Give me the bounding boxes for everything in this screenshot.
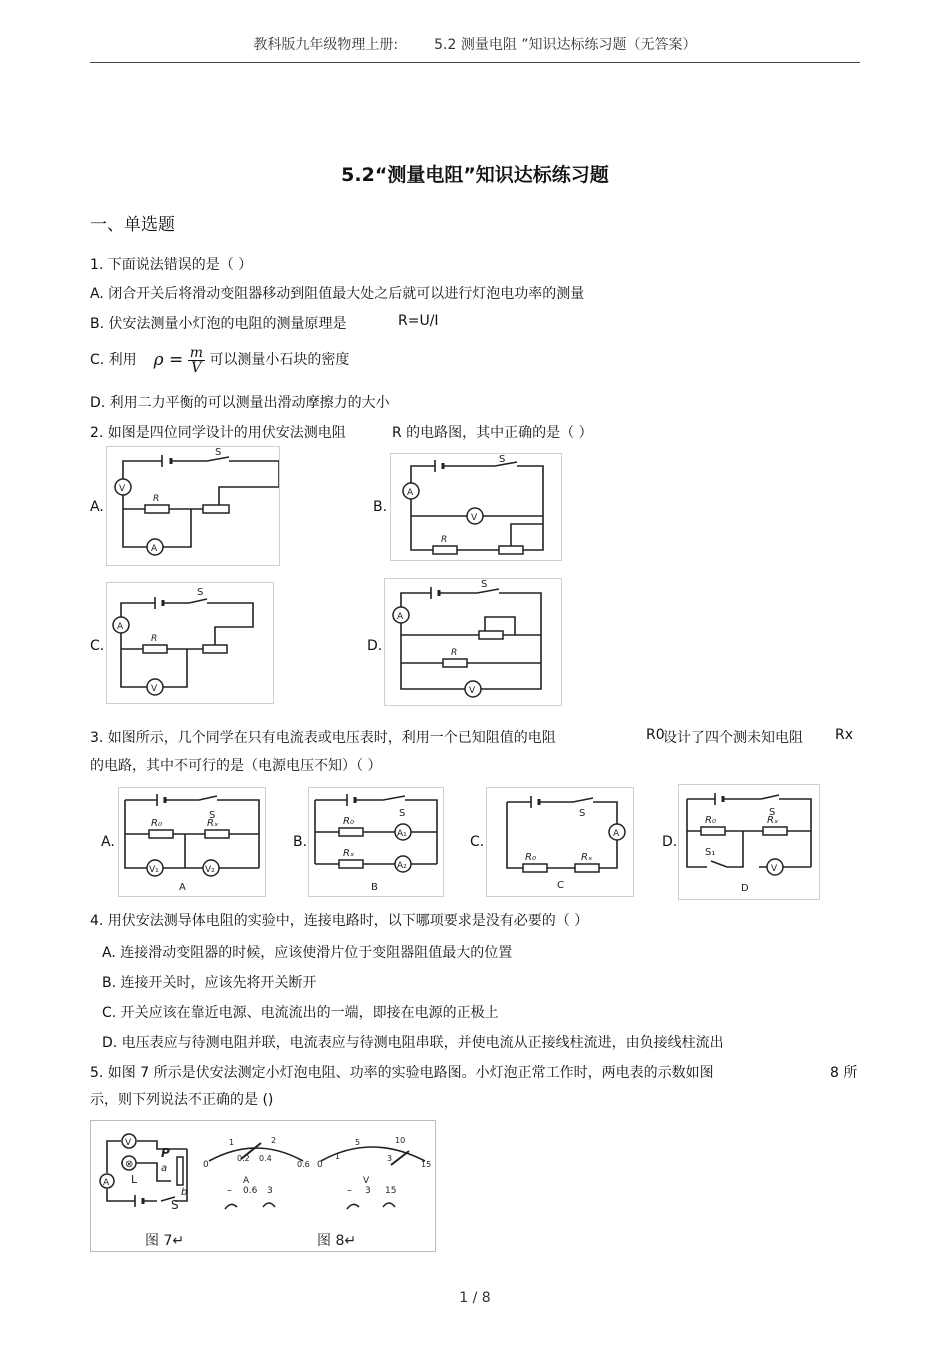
svg-text:S: S — [209, 810, 216, 821]
q5-figure — [90, 1120, 436, 1252]
q3-circuit-c — [486, 787, 634, 897]
q1-option-b-formula: R=U/I — [398, 313, 439, 329]
svg-text:R: R — [151, 634, 158, 644]
q3-caption-b: B — [371, 882, 378, 893]
q2-stem-a: 2. 如图是四位同学设计的用伏安法测电阻 — [90, 425, 346, 441]
q4-option-b: B. 连接开关时，应该先将开关断开 — [102, 975, 317, 991]
svg-text:P: P — [161, 1146, 170, 1160]
svg-text:R₀: R₀ — [151, 818, 162, 829]
svg-text:a: a — [161, 1163, 168, 1174]
svg-text:V₂: V₂ — [205, 865, 215, 875]
q1-c-suffix: 可以测量小石块的密度 — [209, 352, 350, 368]
fig7-caption: 图 7↵ — [145, 1233, 185, 1249]
svg-text:V: V — [469, 686, 476, 696]
svg-text:2: 2 — [271, 1136, 277, 1145]
svg-text:R₀: R₀ — [343, 816, 354, 827]
svg-text:0.4: 0.4 — [259, 1154, 272, 1163]
section-heading: 一、单选题 — [90, 215, 175, 235]
q5-stem-line2: 示，则下列说法不正确的是 () — [90, 1092, 274, 1108]
svg-text:V: V — [771, 864, 778, 874]
svg-text:0: 0 — [317, 1160, 323, 1170]
q2-label-d: D. — [367, 638, 383, 654]
svg-text:S: S — [769, 807, 776, 818]
svg-text:–: – — [227, 1185, 232, 1196]
q2-circuit-c — [106, 582, 274, 704]
svg-text:R₀: R₀ — [705, 815, 716, 826]
svg-text:3: 3 — [387, 1154, 393, 1163]
svg-text:R: R — [441, 535, 448, 545]
q3-caption-c: C — [557, 880, 564, 891]
density-formula-v: V — [191, 359, 202, 376]
q1-c-prefix: C. 利用 — [90, 352, 137, 368]
svg-text:0: 0 — [203, 1160, 209, 1170]
header-left: 教科版九年级物理上册: — [253, 37, 399, 53]
svg-text:S: S — [579, 808, 586, 819]
svg-text:–: – — [347, 1185, 352, 1196]
svg-text:⊗: ⊗ — [125, 1159, 134, 1170]
svg-text:V: V — [363, 1176, 370, 1186]
svg-text:L: L — [131, 1173, 138, 1186]
q3-circuit-d — [678, 784, 820, 900]
fig8-caption: 图 8↵ — [317, 1233, 357, 1249]
svg-text:S: S — [197, 587, 204, 598]
svg-text:A₂: A₂ — [397, 861, 407, 871]
svg-text:Rₓ: Rₓ — [767, 815, 779, 826]
doc-title: 5.2“测量电阻”知识达标练习题 — [341, 164, 609, 186]
density-formula-fraction — [188, 346, 205, 375]
q3-stem-a: 3. 如图所示，几个同学在只有电流表或电压表时，利用一个已知阻值的电阻 — [90, 730, 556, 746]
q4-stem: 4. 用伏安法测导体电阻的实验中，连接电路时，以下哪项要求是没有必要的（ ） — [90, 913, 589, 929]
svg-text:R: R — [153, 494, 160, 504]
q3-circuit-a — [118, 787, 266, 897]
svg-text:R: R — [451, 648, 458, 658]
svg-text:Rₓ: Rₓ — [343, 848, 355, 859]
page-number: 1 / 8 — [459, 1290, 491, 1306]
svg-text:b: b — [181, 1187, 188, 1198]
svg-text:A: A — [613, 829, 620, 839]
q3-label-a: A. — [101, 834, 115, 850]
q3-circuit-b — [308, 787, 444, 897]
svg-text:10: 10 — [395, 1136, 406, 1145]
svg-text:V: V — [471, 513, 478, 523]
svg-text:A: A — [117, 622, 124, 632]
header-rule — [90, 62, 860, 63]
q3-caption-a: A — [179, 882, 186, 893]
svg-text:3: 3 — [365, 1186, 371, 1196]
q2-circuit-b — [390, 453, 562, 561]
q2-label-b: B. — [373, 499, 388, 515]
svg-text:S: S — [481, 579, 488, 590]
q2-circuit-d — [384, 578, 562, 706]
q3-rx-symbol: Rx — [835, 727, 854, 743]
q1-stem: 1. 下面说法错误的是（ ） — [90, 257, 253, 273]
q5-stem-a: 5. 如图 7 所示是伏安法测定小灯泡电阻、功率的实验电路图。小灯泡正常工作时，两电表的示数如图 — [90, 1065, 714, 1081]
q4-option-c: C. 开关应该在靠近电源、电流流出的一端，即接在电源的正极上 — [102, 1005, 499, 1021]
q2-label-a: A. — [90, 499, 104, 515]
svg-text:A: A — [397, 612, 404, 622]
q3-label-d: D. — [662, 834, 678, 850]
svg-text:0.2: 0.2 — [237, 1154, 250, 1163]
q3-label-c: C. — [470, 834, 485, 850]
svg-text:0.6: 0.6 — [297, 1160, 310, 1169]
page-header — [0, 34, 950, 54]
svg-text:A: A — [103, 1178, 110, 1188]
svg-text:A: A — [407, 488, 414, 498]
svg-text:5: 5 — [355, 1138, 361, 1147]
svg-text:A: A — [243, 1176, 250, 1186]
q2-label-c: C. — [90, 638, 105, 654]
q4-option-a: A. 连接滑动变阻器的时候，应该使滑片位于变阻器阻值最大的位置 — [102, 945, 513, 961]
svg-text:A: A — [151, 544, 158, 554]
svg-text:V: V — [119, 484, 126, 494]
density-formula-rho: ρ = — [153, 350, 184, 370]
q1-option-a: A. 闭合开关后将滑动变阻器移动到阻值最大处之后就可以进行灯泡电功率的测量 — [90, 286, 585, 302]
svg-text:V: V — [151, 684, 158, 694]
density-formula-m: m — [189, 344, 203, 361]
svg-text:S: S — [399, 808, 406, 819]
svg-text:V₁: V₁ — [149, 865, 159, 875]
svg-text:S₁: S₁ — [705, 847, 716, 858]
svg-text:0.6: 0.6 — [243, 1186, 258, 1196]
svg-text:1: 1 — [229, 1138, 235, 1147]
svg-text:Rₓ: Rₓ — [581, 852, 593, 863]
svg-text:15: 15 — [421, 1160, 432, 1169]
q3-stem-b: 设计了四个测未知电阻 — [663, 730, 803, 746]
svg-text:V: V — [125, 1138, 132, 1148]
q2-stem-b: R 的电路图，其中正确的是（ ） — [392, 425, 593, 441]
svg-text:S: S — [215, 447, 222, 458]
q3-label-b: B. — [293, 834, 308, 850]
svg-text:A₁: A₁ — [397, 829, 407, 839]
q1-option-b: B. 伏安法测量小灯泡的电阻的测量原理是 — [90, 316, 347, 332]
q1-option-c — [90, 343, 349, 377]
svg-text:R₀: R₀ — [525, 852, 536, 863]
svg-text:Rₓ: Rₓ — [207, 818, 219, 829]
svg-text:3: 3 — [267, 1186, 273, 1196]
q1-option-d: D. 利用二力平衡的可以测量出滑动摩擦力的大小 — [90, 395, 390, 411]
svg-text:15: 15 — [385, 1186, 397, 1196]
svg-text:S: S — [171, 1198, 179, 1212]
q2-circuit-a — [106, 446, 280, 566]
q4-option-d: D. 电压表应与待测电阻并联，电流表应与待测电阻串联，并使电流从正接线柱流进，由负接线柱流出 — [102, 1035, 724, 1051]
q3-stem-line2: 的电路，其中不可行的是（电源电压不知）（ ） — [90, 758, 382, 774]
q3-r0-symbol: R0 — [646, 727, 665, 743]
svg-text:1: 1 — [335, 1152, 341, 1161]
header-right: 5.2 测量电阻 ”知识达标练习题（无答案） — [434, 37, 697, 53]
svg-text:S: S — [499, 454, 506, 465]
q5-stem-b: 8 所 — [830, 1065, 858, 1081]
q3-caption-d: D — [741, 883, 749, 894]
